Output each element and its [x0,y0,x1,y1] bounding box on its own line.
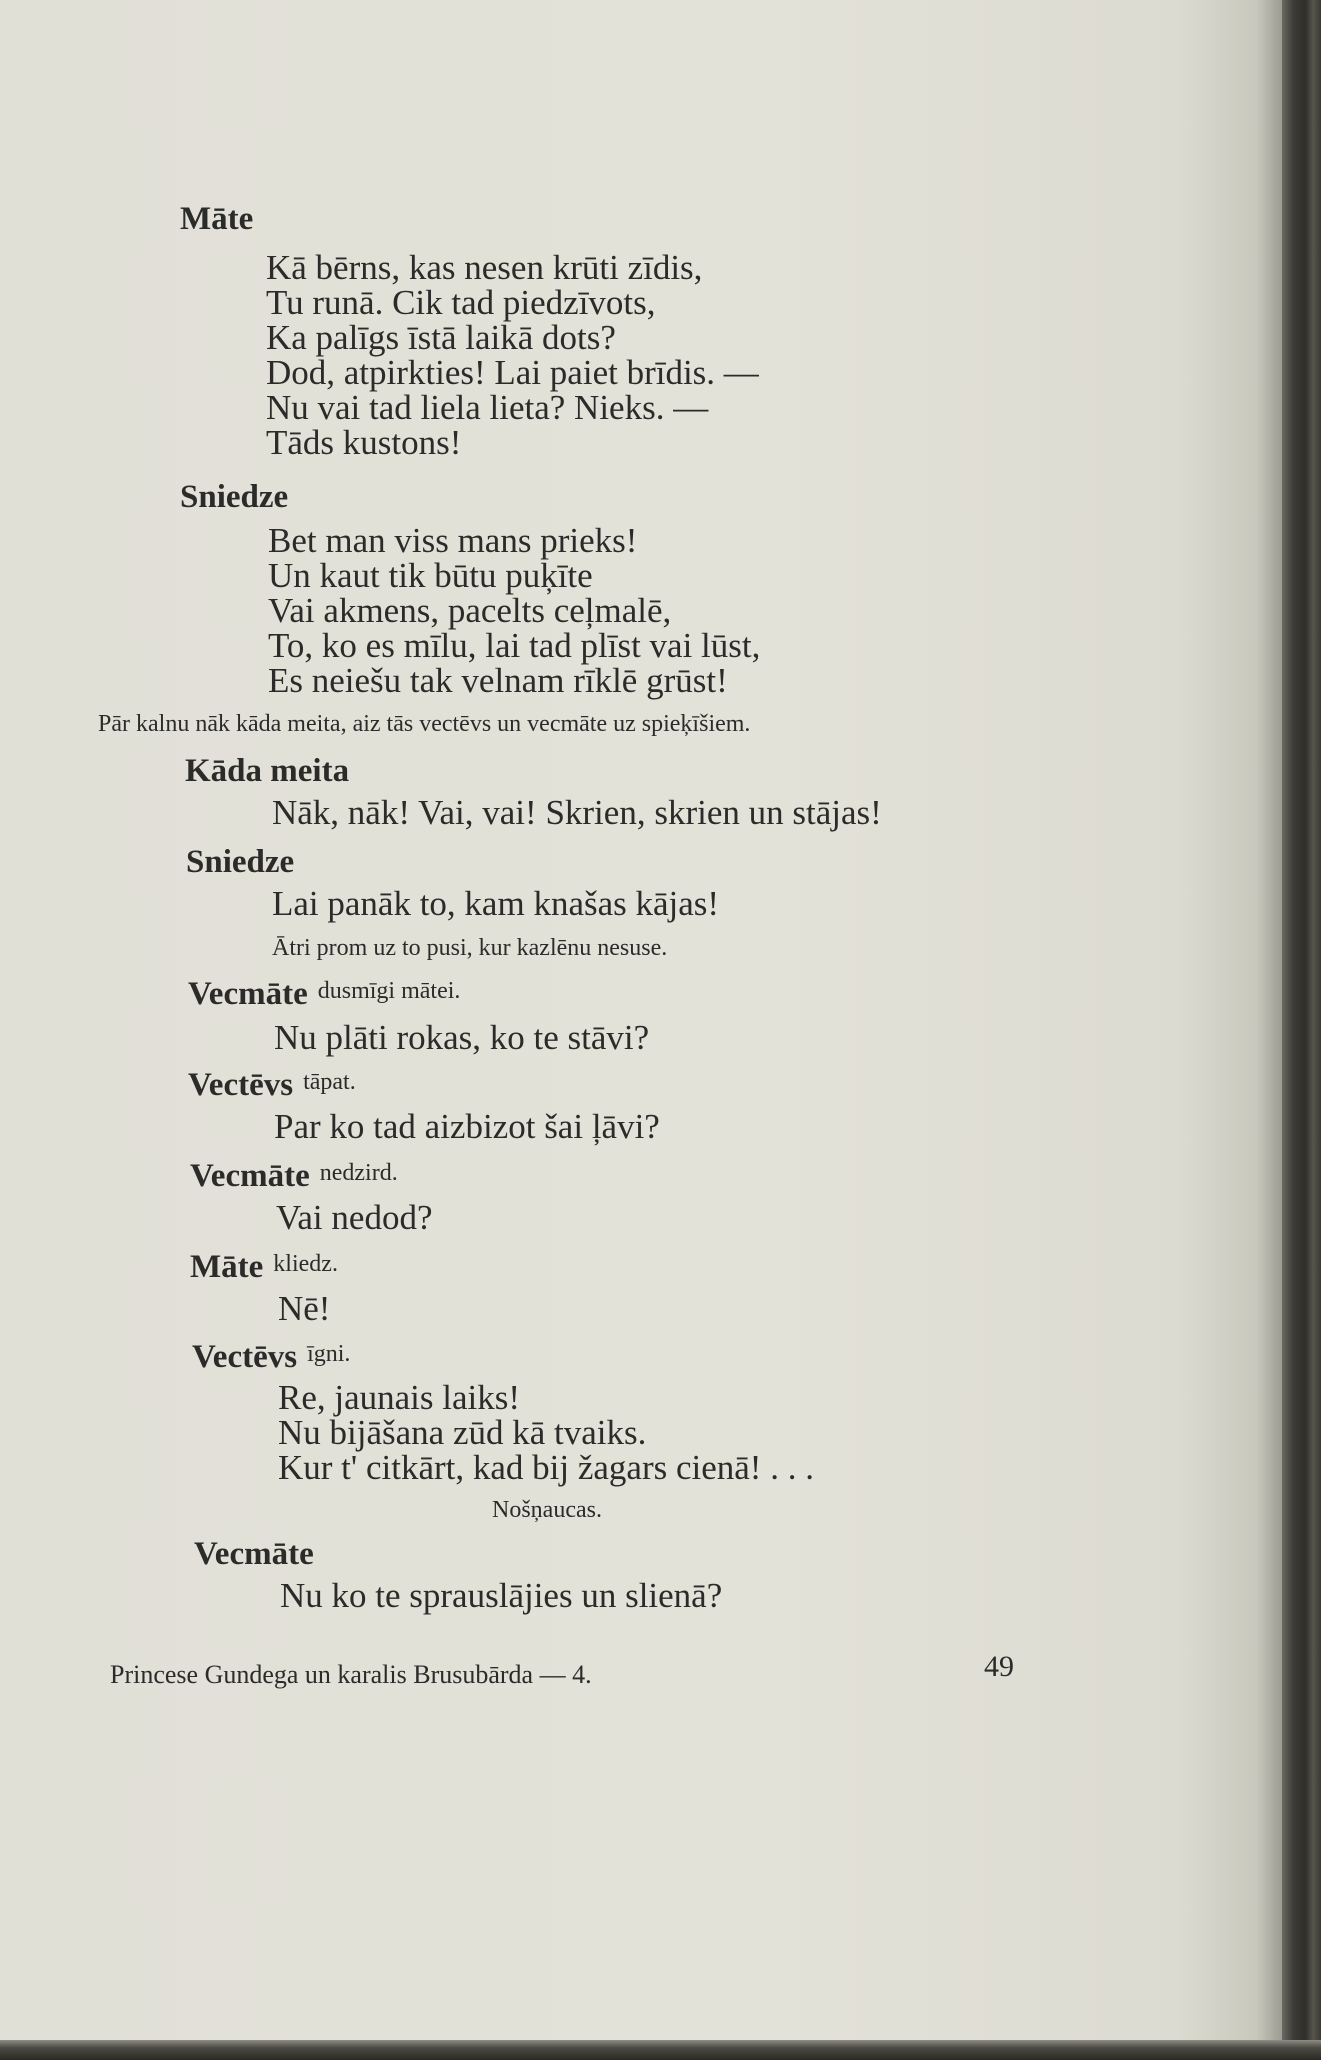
book-spine-shadow [1282,0,1321,2060]
speaker-direction: kliedz. [273,1251,338,1277]
running-title: Princese Gundega un karalis Brusubārda — 4. [110,1660,592,1689]
verse-line: Nu plāti rokas, ko te stāvi? [274,1018,650,1057]
verse-line: Dod, atpirkties! Lai paiet brīdis. — [266,353,759,392]
verse-line: Un kaut tik būtu puķīte [268,556,593,595]
verse-line: Bet man viss mans prieks! [268,521,638,560]
speaker-direction: dusmīgi mātei. [317,978,461,1004]
page-number: 49 [984,1650,1014,1683]
speaker-label: Māte [190,1249,264,1285]
stage-direction: Ātri prom uz to pusi, kur kazlēnu nesuse. [272,935,668,961]
verse-line: Kā bērns, kas nesen krūti zīdis, [266,248,703,287]
speaker-direction: nedzird. [319,1160,398,1186]
verse-line: Es neiešu tak velnam rīklē grūst! [268,661,728,700]
speaker-label: Vecmāte [190,1158,310,1194]
speaker-name: Sniedze [186,844,295,880]
speaker-name: Vecmāte [194,1536,314,1572]
speaker-direction: tāpat. [303,1069,356,1095]
verse-line: Par ko tad aizbizot šai ļāvi? [274,1107,660,1146]
speaker-name [190,1160,398,1193]
verse-line: Nu vai tad liela lieta? Nieks. — [266,388,709,427]
verse-line: Nāk, nāk! Vai, vai! Skrien, skrien un stājas! [272,793,882,832]
verse-line: To, ko es mīlu, lai tad plīst vai lūst, [268,626,761,665]
verse-line: Tāds kustons! [266,423,462,462]
speaker-name: Sniedze [180,479,289,515]
speaker-name: Māte [180,201,254,237]
verse-line: Nu bijāšana zūd kā tvaiks. [278,1413,647,1452]
verse-line: Kur t' citkārt, kad bij žagars cienā! . . . [278,1448,814,1487]
speaker-label: Vecmāte [188,976,308,1012]
verse-line: Ka palīgs īstā laikā dots? [266,318,616,357]
speaker-name [188,1069,356,1102]
page-bottom-shadow [0,2040,1321,2060]
verse-line: Vai nedod? [276,1198,433,1237]
speaker-name [192,1341,350,1374]
speaker-name [190,1251,338,1284]
stage-direction: Pār kalnu nāk kāda meita, aiz tās vectēvs un vecmāte uz spieķīšiem. [98,711,751,737]
verse-line: Tu runā. Cik tad piedzīvots, [266,283,656,322]
verse-line: Nē! [278,1289,331,1328]
verse-line: Re, jaunais laiks! [278,1378,521,1417]
speaker-label: Vectēvs [192,1339,298,1375]
speaker-label: Vectēvs [188,1067,294,1103]
stage-direction: Nošņaucas. [492,1497,602,1523]
verse-line: Lai panāk to, kam knašas kājas! [272,884,720,923]
speaker-name [188,978,460,1011]
speaker-direction: īgni. [307,1341,351,1367]
verse-line: Vai akmens, pacelts ceļmalē, [268,591,672,630]
verse-line: Nu ko te sprauslājies un slienā? [280,1576,723,1615]
speaker-name: Kāda meita [185,753,350,789]
